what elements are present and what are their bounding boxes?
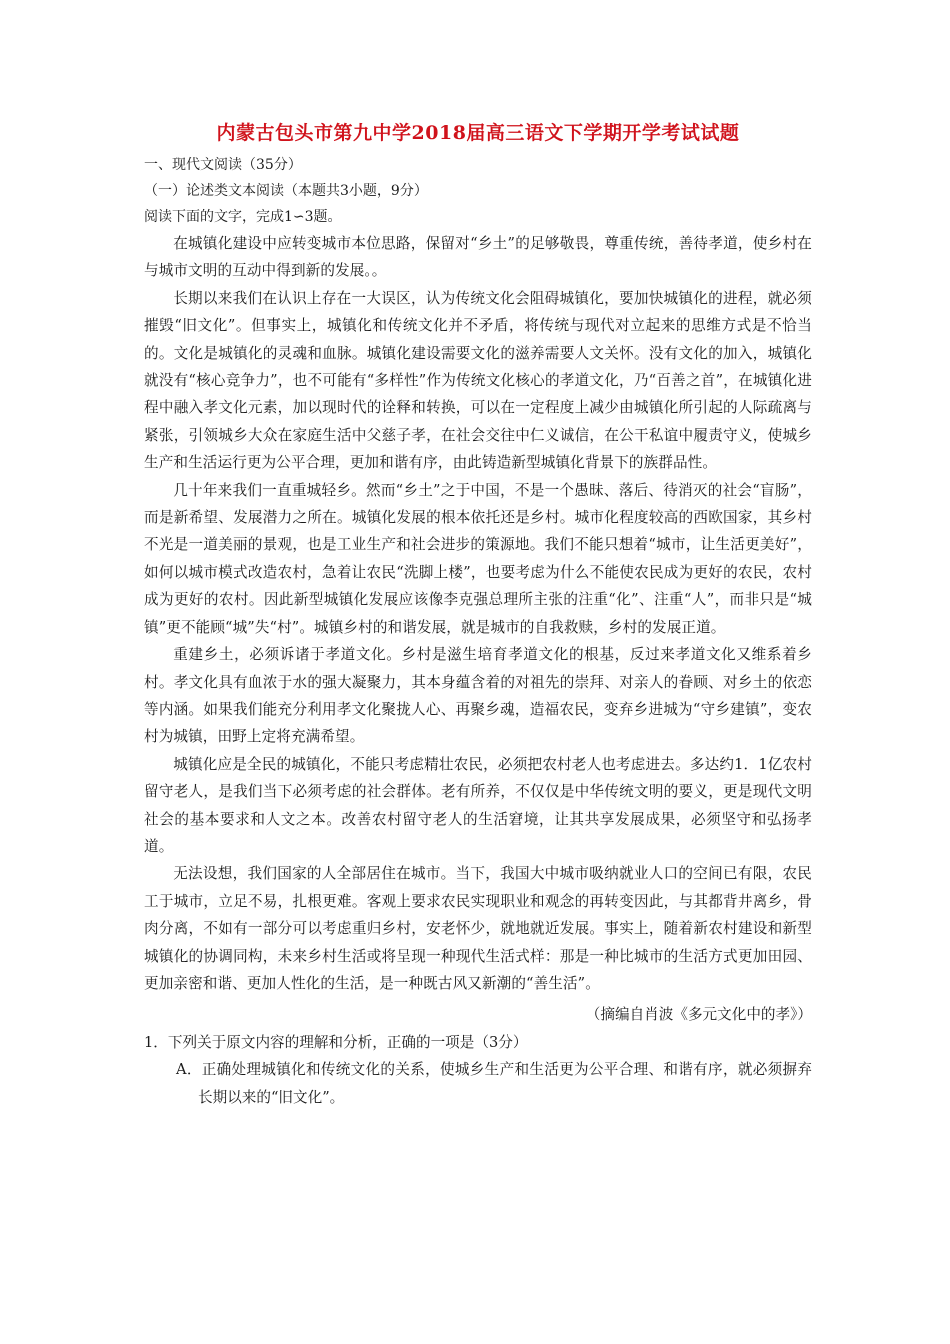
passage-source: （摘编自肖波《多元文化中的孝》） [585, 1006, 812, 1024]
passage-paragraph-5: 城镇化应是全民的城镇化，不能只考虑精壮农民，必须把农村老人也考虑进去。多达约1．1亿农村留守老人，是我们当下必须考虑的社会群体。老有所养，不仅仅是中华传统文明的要义，更是现代文明社会的基本要求和人文之本。改善农村留守老人的生活窘境，让其共享发展成果，必须坚守和弘扬孝道。 [144, 755, 812, 855]
passage-paragraph-2: 长期以来我们在认识上存在一大误区，认为传统文化会阻碍城镇化，要加快城镇化的进程，就必须摧毁“旧文化”。但事实上，城镇化和传统文化并不矛盾，将传统与现代对立起来的思维方式是不恰当的。文化是城镇化的灵魂和血脉。城镇化建设需要文化的滋养需要人文关怀。没有文化的加入，城镇化就没有“核心竞争力”，也不可能有“多样性”作为传统文化核心的孝道文化，乃“百善之首”，在城镇化进程中融入孝文化元素，加以现时代的诠释和转换，可以在一定程度上减少由城镇化所引起的人际疏离与紧张，引领城乡大众在家庭生活中父慈子孝，在社会交往中仁义诚信，在公干私谊中履责守义，使城乡生产和生活运行更为公平合理，更加和谐有序，由此铸造新型城镇化背景下的族群品性。 [144, 289, 812, 472]
section-heading: 一、现代文阅读（35分） [144, 157, 302, 173]
passage-paragraph-1: 在城镇化建设中应转变城市本位思路，保留对“乡土”的足够敬畏，尊重传统，善待孝道，使乡村在与城市文明的互动中得到新的发展。。 [144, 235, 812, 280]
reading-instruction: 阅读下面的文字，完成1∽3题。 [144, 209, 342, 225]
passage-paragraph-3: 几十年来我们一直重城轻乡。然而“乡土”之于中国，不是一个愚昧、落后、待消灭的社会“盲肠”，而是新希望、发展潜力之所在。城镇化发展的根本依托还是乡村。城市化程度较高的西欧国家，其乡村不光是一道美丽的景观，也是工业生产和社会进步的策源地。我们不能只想着“城市，让生活更美好”，如何以城市模式改造农村，急着让农民“洗脚上楼”，也要考虑为什么不能使农民成为更好的农民，农村成为更好的农村。因此新型城镇化发展应该像李克强总理所主张的注重“化”、注重“人”，而非只是“城镇”更不能顾“城”失“村”。城镇乡村的和谐发展，就是城市的自我救赎，乡村的发展正道。 [144, 481, 812, 636]
question-1-option-a: A．正确处理城镇化和传统文化的关系，使城乡生产和生活更为公平合理、和谐有序，就必须摒弃长期以来的“旧文化”。 [176, 1061, 812, 1106]
subsection-heading: （一）论述类文本阅读（本题共3小题，9分） [144, 183, 428, 199]
document-title: 内蒙古包头市第九中学2018届高三语文下学期开学考试试题 [216, 122, 740, 144]
question-1-stem: 1．下列关于原文内容的理解和分析，正确的一项是（3分） [144, 1033, 528, 1051]
passage-paragraph-6: 无法设想，我们国家的人全部居住在城市。当下，我国大中城市吸纳就业人口的空间已有限，农民工于城市，立足不易，扎根更难。客观上要求农民实现职业和观念的再转变因此，与其都背井离乡，骨肉分离，不如有一部分可以考虑重归乡村，安老怀少，就地就近发展。事实上，随着新农村建设和新型城镇化的协调同构，未来乡村生活或将呈现一种现代生活式样：那是一种比城市的生活方式更加田园、更加亲密和谐、更加人性化的生活，是一种既古风又新潮的“善生活”。 [144, 865, 812, 992]
passage-paragraph-4: 重建乡土，必须诉诸于孝道文化。乡村是滋生培育孝道文化的根基，反过来孝道文化又维系着乡村。孝文化具有血浓于水的强大凝聚力，其本身蕴含着的对祖先的崇拜、对亲人的眷顾、对乡土的依恋等内涵。如果我们能充分利用孝文化聚拢人心、再聚乡魂，造福农民，变弃乡进城为“守乡建镇”，变农村为城镇，田野上定将充满希望。 [144, 646, 812, 746]
exam-page [144, 118, 812, 1111]
